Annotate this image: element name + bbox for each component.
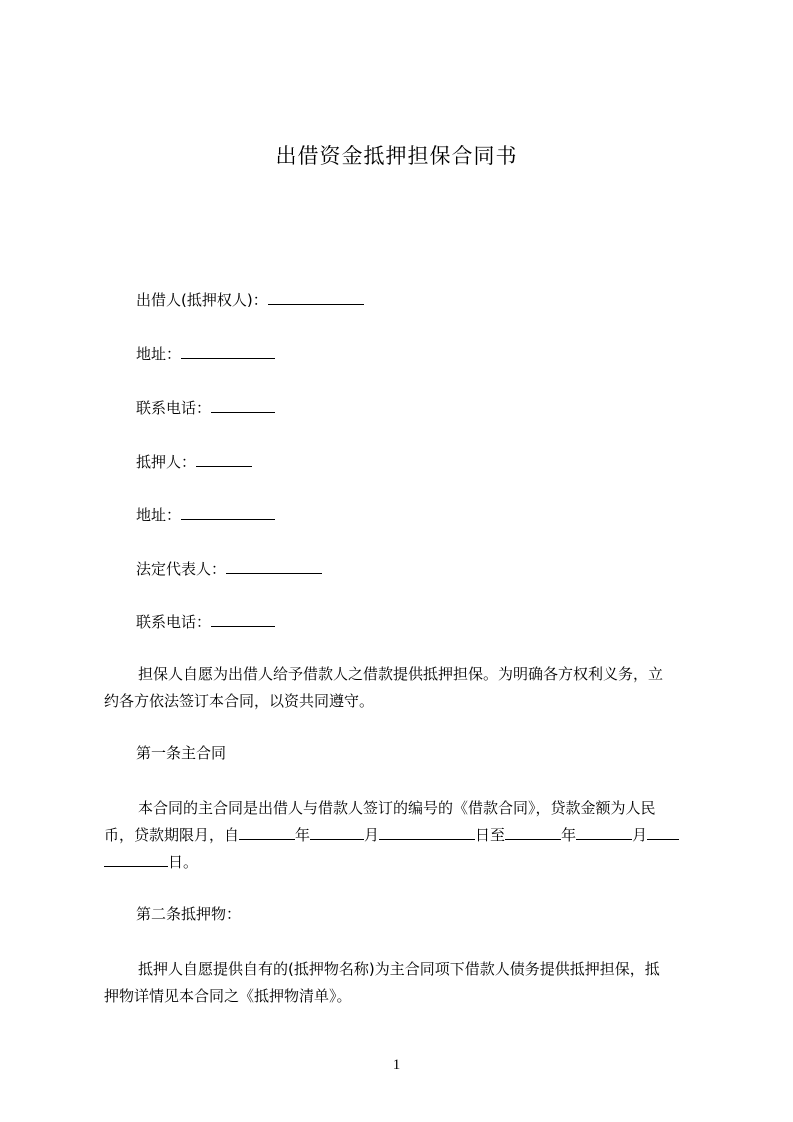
article1-heading: 第一条主合同 [136,744,227,762]
field-mortgagor-label: 抵押人： [136,453,197,471]
start-day-blank[interactable] [379,825,475,840]
field-lender-phone-label: 联系电话： [136,399,212,417]
page-number: 1 [392,1057,401,1073]
field-legal-representative-label: 法定代表人： [136,560,227,578]
field-lender-phone [136,397,275,419]
article2-paragraph [104,956,704,1010]
end-day-blank-part1[interactable] [647,825,679,840]
field-mortgagor-blank[interactable] [196,452,252,467]
intro-line-2: 约各方依法签订本合同，以资共同遵守。 [104,692,375,710]
document-title: 出借资金抵押担保合同书 [275,144,518,168]
intro-paragraph [104,661,704,715]
field-mortgagor-address-label: 地址： [136,506,182,524]
field-lender [136,289,364,311]
field-lender-phone-blank[interactable] [211,398,275,413]
article1-line-1: 本合同的主合同是出借人与借款人签订的编号的《借款合同》，贷款金额为人民 [138,799,656,817]
end-day-blank-part2[interactable] [104,852,168,867]
article1-paragraph [104,795,704,876]
end-month-label: 月 [632,826,648,844]
end-year-label: 年 [561,826,577,844]
field-mortgagor-phone [136,611,275,633]
month-label: 月 [364,826,380,844]
field-lender-blank[interactable] [268,290,364,305]
article2-heading: 第二条抵押物： [136,905,242,923]
field-legal-representative [136,558,322,580]
end-month-blank[interactable] [576,825,632,840]
day-end-label: 日。 [168,853,199,871]
end-year-blank[interactable] [505,825,561,840]
article2-line-1: 抵押人自愿提供自有的(抵押物名称)为主合同项下借款人债务提供抵押担保，抵 [138,960,660,978]
field-legal-representative-blank[interactable] [226,559,322,574]
field-lender-label: 出借人(抵押权人)： [136,291,268,309]
field-lender-address [136,343,275,365]
article1-term-text: 币，贷款期限月，自 [104,826,240,844]
article2-line-2: 押物详情见本合同之《抵押物清单》。 [104,987,352,1005]
year-label: 年 [295,826,311,844]
intro-line-1: 担保人自愿为出借人给予借款人之借款提供抵押担保。为明确各方权利义务，立 [138,665,664,683]
field-mortgagor-address-blank[interactable] [181,505,275,520]
start-month-blank[interactable] [310,825,364,840]
field-mortgagor [136,451,252,473]
article1-line-2 [104,822,704,849]
field-mortgagor-address [136,504,275,526]
start-year-blank[interactable] [239,825,295,840]
field-mortgagor-phone-label: 联系电话： [136,613,212,631]
field-lender-address-blank[interactable] [181,344,275,359]
field-lender-address-label: 地址： [136,345,182,363]
day-to-label: 日至 [475,826,506,844]
field-mortgagor-phone-blank[interactable] [211,612,275,627]
article1-line-3 [104,849,704,876]
